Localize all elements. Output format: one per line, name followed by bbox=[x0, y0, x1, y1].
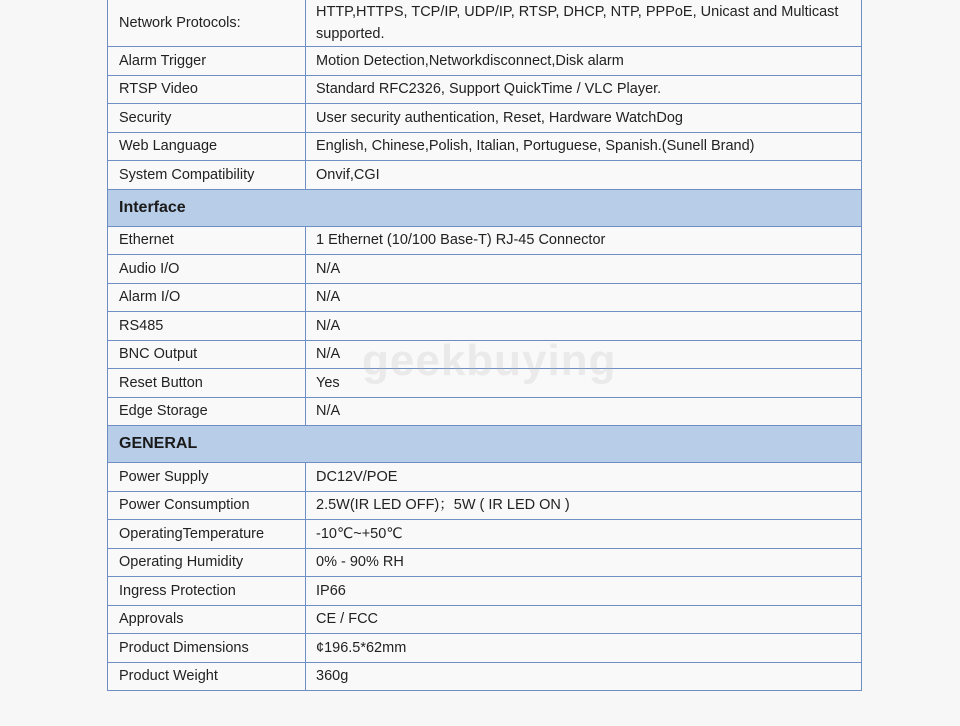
spec-label: Ethernet bbox=[108, 227, 306, 255]
spec-label: BNC Output bbox=[108, 341, 306, 369]
spec-value: -10℃~+50℃ bbox=[316, 525, 403, 542]
spec-row bbox=[108, 227, 861, 256]
spec-value: IP66 bbox=[316, 582, 346, 599]
spec-label: Security bbox=[108, 104, 306, 132]
section-header-general: GENERAL bbox=[108, 426, 861, 463]
spec-row bbox=[108, 492, 861, 521]
spec-row bbox=[108, 577, 861, 606]
spec-value: N/A bbox=[316, 317, 341, 334]
spec-row bbox=[108, 161, 861, 190]
spec-label: System Compatibility bbox=[108, 161, 306, 189]
spec-label: Product Dimensions bbox=[108, 634, 306, 662]
spec-row bbox=[108, 549, 861, 578]
spec-row bbox=[108, 341, 861, 370]
spec-value: User security authentication, Reset, Hardware WatchDog bbox=[316, 109, 683, 126]
spec-row bbox=[108, 76, 861, 105]
spec-row bbox=[108, 255, 861, 284]
spec-label: Edge Storage bbox=[108, 398, 306, 426]
spec-label: Ingress Protection bbox=[108, 577, 306, 605]
spec-label: Web Language bbox=[108, 133, 306, 161]
spec-label: Reset Button bbox=[108, 369, 306, 397]
spec-row bbox=[108, 463, 861, 492]
spec-label: Operating Humidity bbox=[108, 549, 306, 577]
spec-row bbox=[108, 369, 861, 398]
spec-row bbox=[108, 47, 861, 76]
spec-row bbox=[108, 0, 861, 47]
spec-value: 360g bbox=[316, 668, 349, 685]
spec-value: 2.5W(IR LED OFF)；5W ( IR LED ON ) bbox=[316, 497, 570, 514]
spec-value: Yes bbox=[316, 374, 340, 391]
spec-label: Power Consumption bbox=[108, 492, 306, 520]
spec-label: Alarm Trigger bbox=[108, 47, 306, 75]
spec-label: Alarm I/O bbox=[108, 284, 306, 312]
watermark-logo: geekbuying bbox=[362, 336, 617, 385]
spec-row bbox=[108, 398, 861, 427]
spec-row bbox=[108, 284, 861, 313]
spec-value: English, Chinese,Polish, Italian, Portuguese, Spanish.(Sunell Brand) bbox=[316, 138, 755, 155]
spec-label: Network Protocols: bbox=[108, 0, 306, 46]
spec-row bbox=[108, 104, 861, 133]
spec-value: N/A bbox=[316, 346, 341, 363]
section-header-interface: Interface bbox=[108, 190, 861, 227]
spec-label: Approvals bbox=[108, 606, 306, 634]
spec-label: Audio I/O bbox=[108, 255, 306, 283]
spec-row bbox=[108, 663, 861, 692]
spec-value: ¢196.5*62mm bbox=[316, 639, 407, 656]
spec-label: RTSP Video bbox=[108, 76, 306, 104]
spec-value: DC12V/POE bbox=[316, 468, 398, 485]
spec-value: CE / FCC bbox=[316, 611, 379, 628]
spec-value: Onvif,CGI bbox=[316, 166, 380, 183]
spec-value: N/A bbox=[316, 403, 341, 420]
spec-row bbox=[108, 520, 861, 549]
spec-label: OperatingTemperature bbox=[108, 520, 306, 548]
spec-row bbox=[108, 606, 861, 635]
spec-value: 1 Ethernet (10/100 Base-T) RJ-45 Connector bbox=[316, 232, 606, 249]
spec-value: 0% - 90% RH bbox=[316, 554, 404, 571]
spec-label: RS485 bbox=[108, 312, 306, 340]
spec-row bbox=[108, 634, 861, 663]
spec-table bbox=[107, 0, 862, 691]
spec-value: Motion Detection,Networkdisconnect,Disk alarm bbox=[316, 52, 624, 69]
spec-value: N/A bbox=[316, 260, 341, 277]
spec-value: Standard RFC2326, Support QuickTime / VLC Player. bbox=[316, 81, 662, 98]
spec-label: Power Supply bbox=[108, 463, 306, 491]
spec-value: HTTP,HTTPS, TCP/IP, UDP/IP, RTSP, DHCP, NTP, PPPoE, Unicast and Multicast supported. bbox=[316, 4, 839, 42]
spec-label: Product Weight bbox=[108, 663, 306, 691]
spec-row bbox=[108, 312, 861, 341]
spec-row bbox=[108, 133, 861, 162]
spec-value: N/A bbox=[316, 289, 341, 306]
